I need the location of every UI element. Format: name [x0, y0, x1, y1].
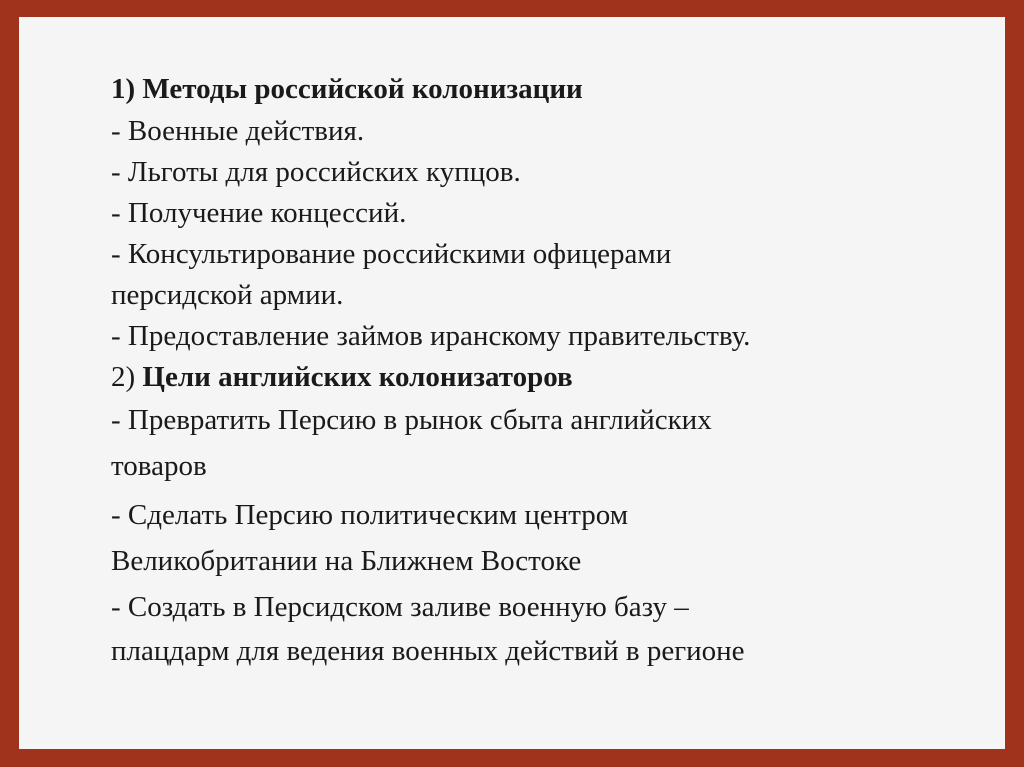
section1-item-3: - Получение концессий.: [111, 197, 407, 229]
section2-item-2-continuation: Великобритании на Ближнем Востоке: [111, 545, 582, 577]
section2-heading: [111, 360, 573, 394]
section1-heading-text: Методы российской колонизации: [142, 73, 583, 105]
slide: [19, 17, 1005, 749]
section2-item-1-continuation: товаров: [111, 450, 207, 482]
section2-item-2: - Сделать Персию политическим центром: [111, 499, 629, 531]
section2-item-3-continuation: плацдарм для ведения военных действий в регионе: [111, 635, 745, 667]
section1-item-5: - Предоставление займов иранскому правительству.: [111, 320, 751, 352]
section1-item-4-continuation: персидской армии.: [111, 279, 344, 311]
section2-item-3: - Создать в Персидском заливе военную базу –: [111, 591, 689, 623]
section2-item-1: - Превратить Персию в рынок сбыта английских: [111, 404, 712, 436]
section2-heading-text: Цели английских колонизаторов: [142, 361, 573, 393]
section1-item-1: - Военные действия.: [111, 115, 365, 147]
section1-heading: [111, 72, 583, 106]
section2-number: 2): [111, 361, 143, 393]
section1-item-2: - Льготы для российских купцов.: [111, 156, 521, 188]
section1-item-4: - Консультирование российскими офицерами: [111, 238, 672, 270]
section1-number: 1): [111, 73, 143, 105]
